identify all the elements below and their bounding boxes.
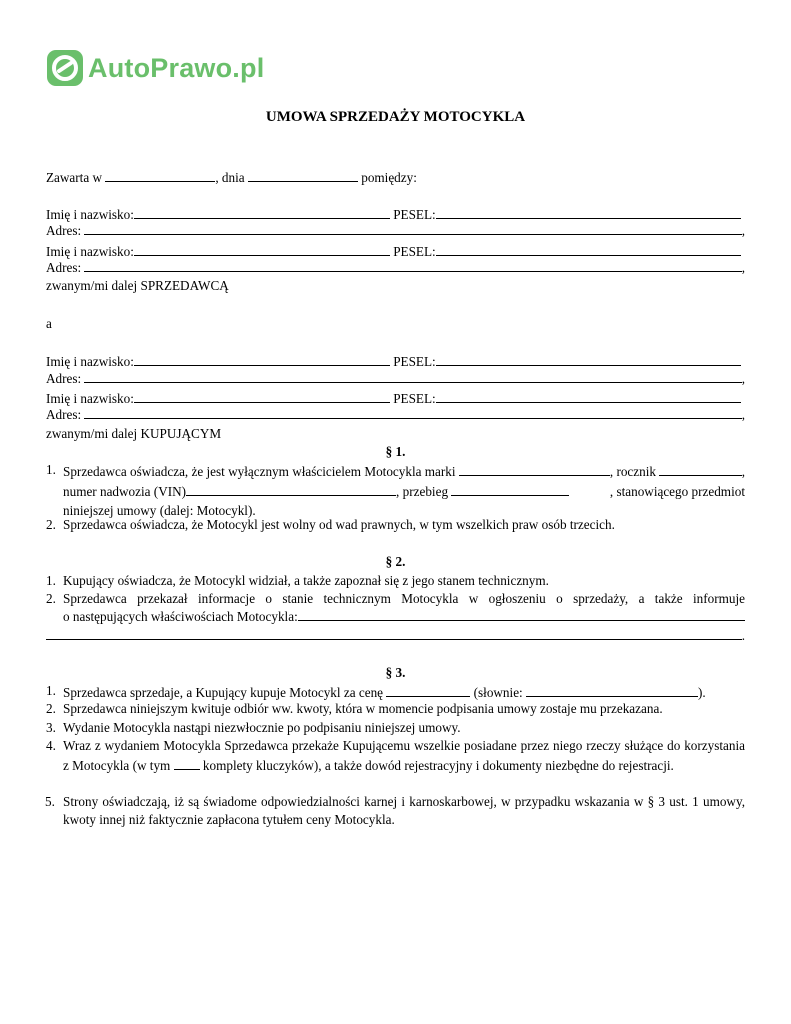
autoprawo-logo-icon <box>46 49 84 87</box>
date-blank[interactable] <box>248 167 358 182</box>
document-title: UMOWA SPRZEDAŻY MOTOCYKLA <box>265 109 526 125</box>
buyer2-pesel-blank[interactable] <box>436 402 741 403</box>
seller1-name-blank[interactable] <box>134 204 390 219</box>
mileage-blank[interactable] <box>451 481 569 496</box>
s3-item-4: 4. Wraz z wydaniem Motocykla Sprzedawca przekaże Kupującemu wszelkie posiadane przez niego rzeczy służące do korzystania z Motocykla (w tym komplety kluczyków), a także dowód rejestracyjny i dokumenty niezbędne do rejestracji. <box>46 738 745 774</box>
properties-blank-1[interactable] <box>298 620 745 621</box>
seller2-pesel-blank[interactable] <box>436 255 741 256</box>
s1-item-1: 1. Sprzedawca oświadcza, że jest wyłącznym właścicielem Motocykla marki , rocznik , numer nadwozia (VIN) , przebieg , stanowiącego przedmiot niniejszej umowy (dalej: Motocykl). <box>46 462 745 518</box>
buyer2-address-blank[interactable] <box>84 418 741 419</box>
year-blank[interactable] <box>659 475 741 476</box>
seller2-address-blank[interactable] <box>84 271 741 272</box>
seller1-address-blank[interactable] <box>84 234 741 235</box>
logo-text: AutoPrawo.pl <box>88 52 265 83</box>
properties-line-2: . <box>46 627 745 645</box>
section-3-heading: § 3. <box>385 665 406 680</box>
seller-called: zwanym/mi dalej SPRZEDAWCĄ <box>46 278 229 293</box>
s2-item-2: 2. Sprzedawca przekazał informacje o stanie technicznym Motocykla w ogłoszeniu o sprzedaży, a także informuje o następujących właściwościach Motocykla: <box>46 591 745 625</box>
s3-item-5: 5. Strony oświadczają, iż są świadome odpowiedzialności karnej i karnoskarbowej, w przypadku wskazania w § 3 ust. 1 umowy, kwoty innej niż faktycznie zapłacona tytułem ceny Motocykla. <box>45 794 745 828</box>
vin-blank[interactable] <box>186 481 396 496</box>
and-text: a <box>46 316 52 331</box>
seller1-address-row: Adres: , <box>46 223 745 238</box>
s3-item-1: 1. Sprzedawca sprzedaje, a Kupujący kupuje Motocykl za cenę (słownie: ). <box>46 683 706 700</box>
properties-blank-2[interactable] <box>46 639 742 640</box>
keys-count-blank[interactable] <box>174 755 200 770</box>
s1-item-2: 2. Sprzedawca oświadcza, że Motocykl jest wolny od wad prawnych, w tym wszelkich praw osób trzecich. <box>46 517 615 532</box>
buyer1-address-row: Adres: , <box>46 371 745 386</box>
s2-item-1: 1. Kupujący oświadcza, że Motocykl widział, a także zapoznał się z jego stanem technicznym. <box>46 573 549 588</box>
seller1-pesel-blank[interactable] <box>436 218 741 219</box>
s3-item-2: 2. Sprzedawca niniejszym kwituje odbiór ww. kwoty, która w momencie podpisania umowy zostaje mu przekazana. <box>46 701 663 716</box>
buyer1-address-blank[interactable] <box>84 382 741 383</box>
seller2-name-row: Imię i nazwisko: PESEL: <box>46 241 745 261</box>
intro-line: Zawarta w , dnia pomiędzy: <box>46 167 745 187</box>
section-1-heading: § 1. <box>385 444 406 459</box>
price-words-blank[interactable] <box>526 682 698 697</box>
seller2-name-blank[interactable] <box>134 241 390 256</box>
price-blank[interactable] <box>386 682 470 697</box>
buyer1-name-blank[interactable] <box>134 351 390 366</box>
buyer2-address-row: Adres: , <box>46 407 745 422</box>
buyer1-name-row: Imię i nazwisko: PESEL: <box>46 351 745 371</box>
section-2-heading: § 2. <box>385 554 406 569</box>
s3-item-3: 3. Wydanie Motocykla nastąpi niezwłocznie po podpisaniu niniejszej umowy. <box>46 720 461 735</box>
make-blank[interactable] <box>459 461 610 476</box>
seller1-name-row: Imię i nazwisko: PESEL: <box>46 204 745 224</box>
buyer2-name-blank[interactable] <box>134 388 390 403</box>
logo <box>46 48 264 88</box>
buyer-called: zwanym/mi dalej KUPUJĄCYM <box>46 426 222 441</box>
seller2-address-row: Adres: , <box>46 260 745 275</box>
buyer2-name-row: Imię i nazwisko: PESEL: <box>46 388 745 408</box>
buyer1-pesel-blank[interactable] <box>436 365 741 366</box>
place-blank[interactable] <box>105 167 215 182</box>
